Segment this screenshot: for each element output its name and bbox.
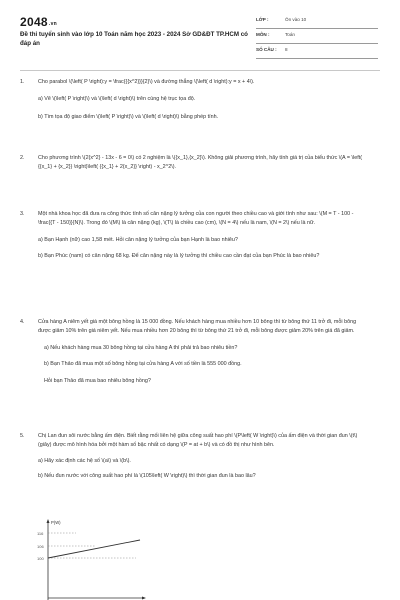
question-part: b) Nếu đun nước với công suất hao phí là \(105\left( W \right)\) thì thời gian đun là bao lâu? [38, 473, 256, 480]
meta-row-subject [256, 32, 378, 44]
meta-row-class [256, 17, 378, 29]
question-text: Cho parabol \(\left( P \right):y = \frac{{{x^2}}}{2}\) và đường thẳng \(\left( d \right):y = x + 4\). [38, 79, 255, 85]
question-number: 5. [20, 433, 25, 439]
question-1 [20, 78, 380, 122]
header-divider [20, 70, 380, 71]
document-title: Đề thi tuyển sinh vào lớp 10 Toán năm học 2023 - 2024 Sở GD&ĐT TP.HCM có đáp án [20, 31, 248, 47]
question-number: 4. [20, 319, 25, 325]
question-5 [20, 432, 380, 482]
question-part: b) Bạn Phúc (nam) có cân nặng 68 kg. Để cân nặng này là lý tưởng thì chiều cao cần đạt của bạn Phúc là bao nhiêu? [38, 253, 320, 260]
question-part: Hỏi bạn Thảo đã mua bao nhiêu bông hồng? [44, 377, 151, 384]
tick-label: 106 [37, 544, 44, 549]
question-text: Chị Lan đun sôi nước bằng ấm điện. Biết rằng mối liên hệ giữa công suất hao phí \(P\left( W \right)\) của ấm điện và thời gian đun \(t\) (giây) được mô hình hóa bởi một hàm số bậc nhất có dạng \(P = at + b\) và có đồ thị như hình bên. [38, 433, 358, 449]
question-3 [20, 210, 380, 262]
meta-value: Toán [285, 32, 295, 37]
exam-meta [256, 17, 378, 62]
question-part: b) Tìm tọa độ giao điểm \(\left( P \right)\) và \(\left( d \right)\) bằng phép tính. [38, 113, 219, 120]
question-number: 2. [20, 155, 25, 161]
y-axis-arrow [47, 519, 50, 523]
question-number: 1. [20, 79, 25, 85]
question-text: Một nhà khoa học đã đưa ra công thức tính số cân nặng lý tưởng của con người theo chiều cao và giới tính như sau: \(M = T - 100 - \frac{{T - 150}}{N}\). Trong đó \(M\) là cân nặng (kg), \(T\) là chiều cao (cm), \(N = 4\) nếu là nam, \(N = 2\) nếu là nữ. [38, 211, 354, 227]
question-part: a) Bạn Hạnh (nữ) cao 1,58 mét. Hỏi cân nặng lý tưởng của bạn Hạnh là bao nhiêu? [38, 236, 238, 243]
question-4 [20, 318, 380, 386]
question-2 [20, 154, 380, 173]
question-part: a) Vẽ \(\left( P \right)\) và \(\left( d \right)\) trên cùng hệ trục tọa độ. [38, 96, 196, 103]
question-part: b) Bạn Thảo đã mua một số bông hồng tại cửa hàng A với số tiền là 555 000 đồng. [44, 361, 242, 368]
question-text: Cửa hàng A niêm yết giá một bông hồng là 15 000 đồng. Nếu khách hàng mua nhiều hơn 10 bông thì từ bông thứ 11 trở đi, mỗi bông được giảm 10% trên giá niêm yết. Nếu mua nhiều hơn 20 bông thì từ bông thứ 21 trở đi, mỗi bông được giảm 20% trên giá đã giảm. [38, 319, 357, 335]
tick-label: 100 [37, 556, 44, 561]
meta-label: LỚP : [256, 17, 269, 22]
question-text: Cho phương trình \(2{x^2} - 13x - 6 = 0\) có 2 nghiệm là \({x_1},{x_2}\). Không giải phương trình, hãy tính giá trị của biểu thức \(A = \left( {{x_1} + {x_2}} \right)\left( {{x_1} + 2{x_2}} \right) - x_2^2\). [38, 155, 362, 171]
meta-row-count [256, 47, 378, 59]
power-line [48, 540, 140, 558]
question-number: 3. [20, 211, 25, 217]
y-axis-label: P(W) [51, 520, 61, 525]
x-axis-arrow [142, 597, 146, 600]
power-time-graph [36, 516, 146, 600]
question-part: a) Nếu khách hàng mua 30 bông hồng tại cửa hàng A thì phải trả bao nhiêu tiền? [44, 344, 238, 351]
meta-label: SỐ CÂU : [256, 47, 277, 52]
meta-label: MÔN : [256, 32, 270, 37]
meta-value: Ôn vào 10 [285, 17, 307, 22]
question-part: a) Hãy xác định các hệ số \(a\) và \(b\). [38, 457, 131, 464]
site-logo[interactable]: $2048^{.vn}$ [20, 15, 58, 29]
tick-label: 116 [37, 531, 44, 536]
document-header [0, 0, 400, 66]
meta-value: 8 [285, 47, 288, 52]
